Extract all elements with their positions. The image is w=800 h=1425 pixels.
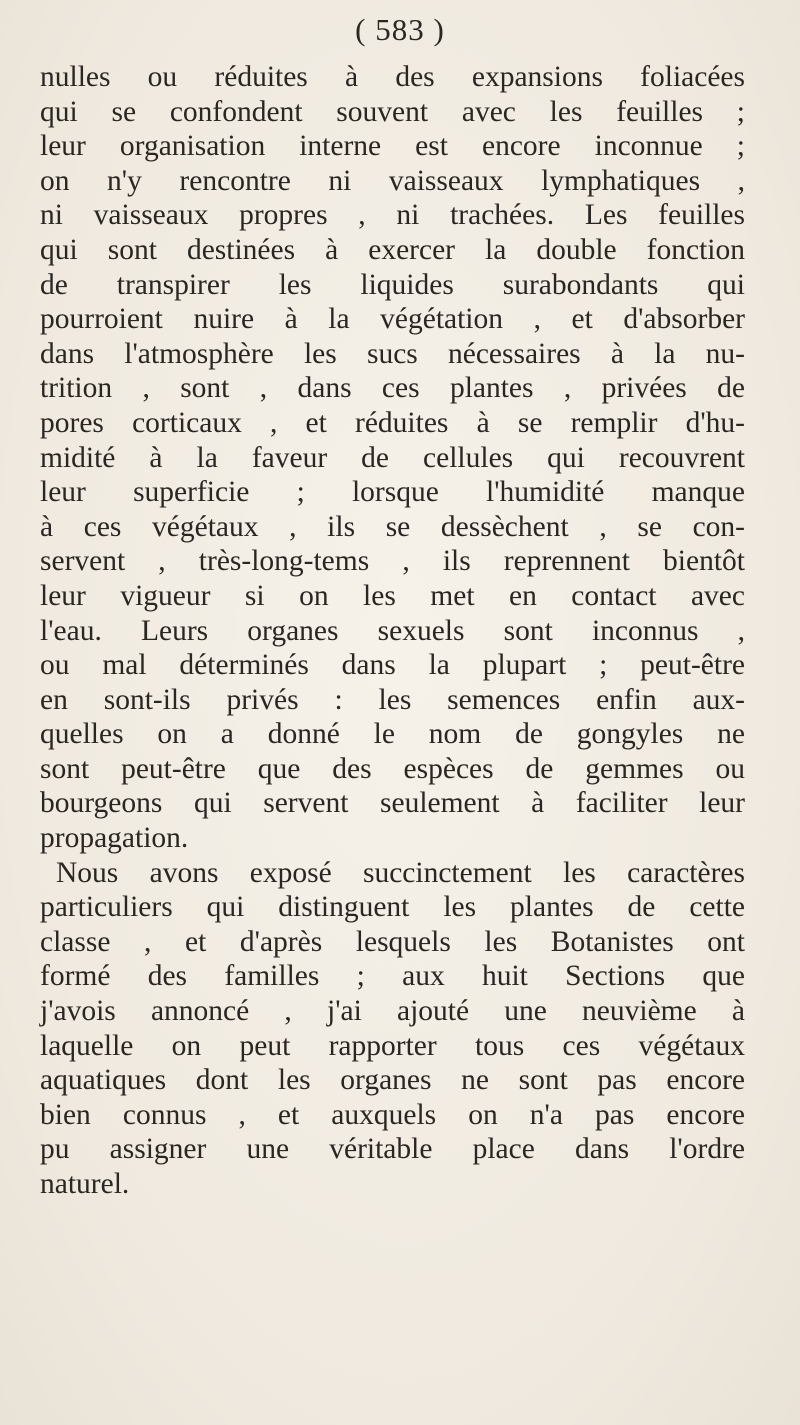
text-line: propagation.	[40, 822, 189, 855]
text-line: bien connus , et auxquels on n'a pas encore	[40, 1098, 745, 1131]
text-line: naturel.	[40, 1168, 130, 1200]
text-line: leur vigueur si on les met en contact avec	[40, 579, 745, 612]
text-line: classe , et d'après lesquels les Botanistes ont	[40, 925, 745, 958]
text-line: servent , très-long-tems , ils reprennent bientôt	[40, 545, 745, 578]
text-line: ou mal déterminés dans la plupart ; peut-être	[40, 649, 745, 682]
page-number: ( 583 )	[355, 12, 445, 47]
text-line: pourroient nuire à la végétation , et d'absorber	[40, 303, 745, 336]
text-line: sont peut-être que des espèces de gemmes ou	[40, 752, 745, 785]
paragraph-2	[40, 856, 745, 1202]
text-line: ni vaisseaux propres , ni trachées. Les feuilles	[40, 199, 745, 232]
text-line: quelles on a donné le nom de gongyles ne	[40, 718, 745, 751]
body-text	[40, 60, 745, 1202]
text-line: en sont-ils privés : les semences enfin aux-	[40, 683, 745, 716]
text-line: trition , sont , dans ces plantes , privées de	[40, 372, 745, 405]
text-line: qui se confondent souvent avec les feuilles ;	[40, 95, 745, 128]
text-line: à ces végétaux , ils se dessèchent , se con-	[40, 510, 745, 543]
text-line: Nous avons exposé succinctement les caractères	[56, 856, 745, 889]
text-line: formé des familles ; aux huit Sections que	[40, 960, 745, 993]
text-line: leur superficie ; lorsque l'humidité manque	[40, 476, 745, 509]
text-line: pu assigner une véritable place dans l'ordre	[40, 1133, 745, 1166]
text-line: on n'y rencontre ni vaisseaux lymphatiques ,	[40, 164, 745, 197]
text-line: aquatiques dont les organes ne sont pas encore	[40, 1064, 745, 1097]
text-line: pores corticaux , et réduites à se remplir d'hu-	[40, 406, 745, 439]
text-line: de transpirer les liquides surabondants qui	[40, 268, 745, 301]
paragraph-1	[40, 60, 745, 856]
text-line: bourgeons qui servent seulement à faciliter leur	[40, 787, 745, 820]
text-line: laquelle on peut rapporter tous ces végétaux	[40, 1029, 745, 1062]
text-line: particuliers qui distinguent les plantes de cette	[40, 891, 745, 924]
text-line: l'eau. Leurs organes sexuels sont inconnus ,	[40, 614, 745, 647]
text-line: nulles ou réduites à des expansions foliacées	[40, 61, 745, 93]
text-line: midité à la faveur de cellules qui recouvrent	[40, 441, 745, 474]
text-line: qui sont destinées à exercer la double fonction	[40, 233, 745, 266]
text-line: dans l'atmosphère les sucs nécessaires à la nu-	[40, 337, 745, 370]
text-line: j'avois annoncé , j'ai ajouté une neuvième à	[40, 995, 745, 1028]
text-line: leur organisation interne est encore inconnue ;	[40, 130, 745, 163]
